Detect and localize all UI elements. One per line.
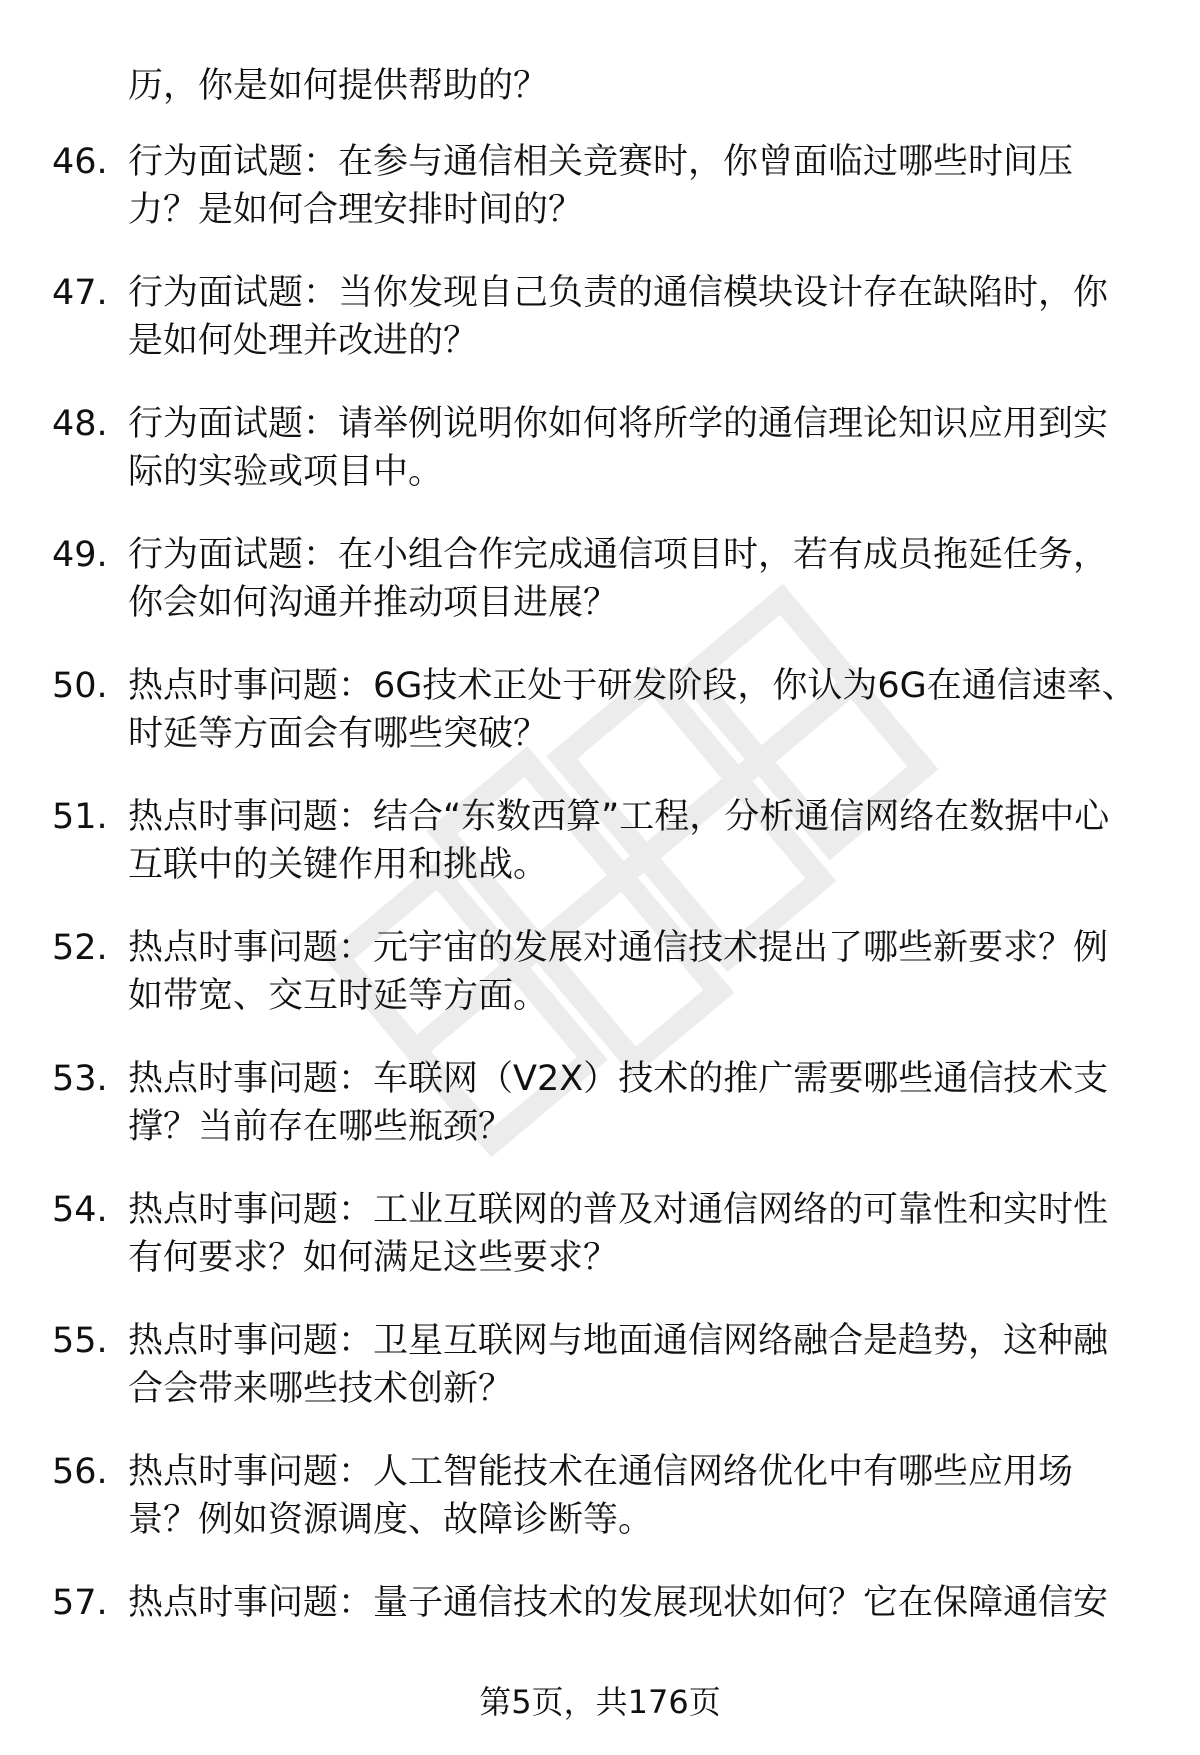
question-text: 行为面试题：当你发现自己负责的通信模块设计存在缺陷时，你是如何处理并改进的？ bbox=[128, 273, 1109, 361]
question-item bbox=[0, 924, 1200, 1055]
question-number: 47. bbox=[52, 273, 108, 313]
question-item bbox=[0, 1448, 1200, 1579]
question-text: 热点时事问题：车联网（V2X）技术的推广需要哪些通信技术支撑？当前存在哪些瓶颈？ bbox=[128, 1059, 1109, 1147]
question-number: 48. bbox=[52, 404, 108, 444]
question-text: 热点时事问题：卫星互联网与地面通信网络融合是趋势，这种融合会带来哪些技术创新？ bbox=[128, 1321, 1109, 1409]
question-list bbox=[0, 138, 1200, 1710]
question-number: 51. bbox=[52, 797, 108, 837]
question-text: 行为面试题：在参与通信相关竞赛时，你曾面临过哪些时间压力？是如何合理安排时间的？ bbox=[128, 142, 1074, 230]
question-item bbox=[0, 662, 1200, 793]
question-number: 53. bbox=[52, 1059, 108, 1099]
question-item bbox=[0, 400, 1200, 531]
question-item bbox=[0, 138, 1200, 269]
question-text: 热点时事问题：元宇宙的发展对通信技术提出了哪些新要求？例如带宽、交互时延等方面。 bbox=[128, 928, 1109, 1016]
question-text: 热点时事问题：人工智能技术在通信网络优化中有哪些应用场景？例如资源调度、故障诊断等。 bbox=[128, 1452, 1074, 1540]
question-number: 50. bbox=[52, 666, 108, 706]
question-number: 54. bbox=[52, 1190, 108, 1230]
question-item bbox=[0, 1317, 1200, 1448]
question-item bbox=[0, 1186, 1200, 1317]
question-text: 热点时事问题：工业互联网的普及对通信网络的可靠性和实时性有何要求？如何满足这些要求？ bbox=[128, 1190, 1109, 1278]
question-text: 热点时事问题：量子通信技术的发展现状如何？它在保障通信安 bbox=[128, 1583, 1109, 1623]
question-number: 46. bbox=[52, 142, 108, 182]
question-item bbox=[0, 793, 1200, 924]
question-text: 行为面试题：在小组合作完成通信项目时，若有成员拖延任务，你会如何沟通并推动项目进展？ bbox=[128, 535, 1109, 623]
question-item bbox=[0, 531, 1200, 662]
question-text: 热点时事问题：6G技术正处于研发阶段，你认为6G在通信速率、时延等方面会有哪些突破？ bbox=[128, 666, 1137, 754]
question-number: 49. bbox=[52, 535, 108, 575]
question-number: 56. bbox=[52, 1452, 108, 1492]
question-number: 55. bbox=[52, 1321, 108, 1361]
page-footer: 第5页，共176页 bbox=[479, 1683, 721, 1721]
question-item bbox=[0, 1055, 1200, 1186]
question-number: 52. bbox=[52, 928, 108, 968]
question-text: 热点时事问题：结合“东数西算”工程，分析通信网络在数据中心互联中的关键作用和挑战。 bbox=[128, 797, 1110, 885]
question-text: 行为面试题：请举例说明你如何将所学的通信理论知识应用到实际的实验或项目中。 bbox=[128, 404, 1109, 492]
question-item bbox=[0, 269, 1200, 400]
question-number: 57. bbox=[52, 1583, 108, 1623]
continuation-text: 历，你是如何提供帮助的？ bbox=[128, 66, 549, 106]
